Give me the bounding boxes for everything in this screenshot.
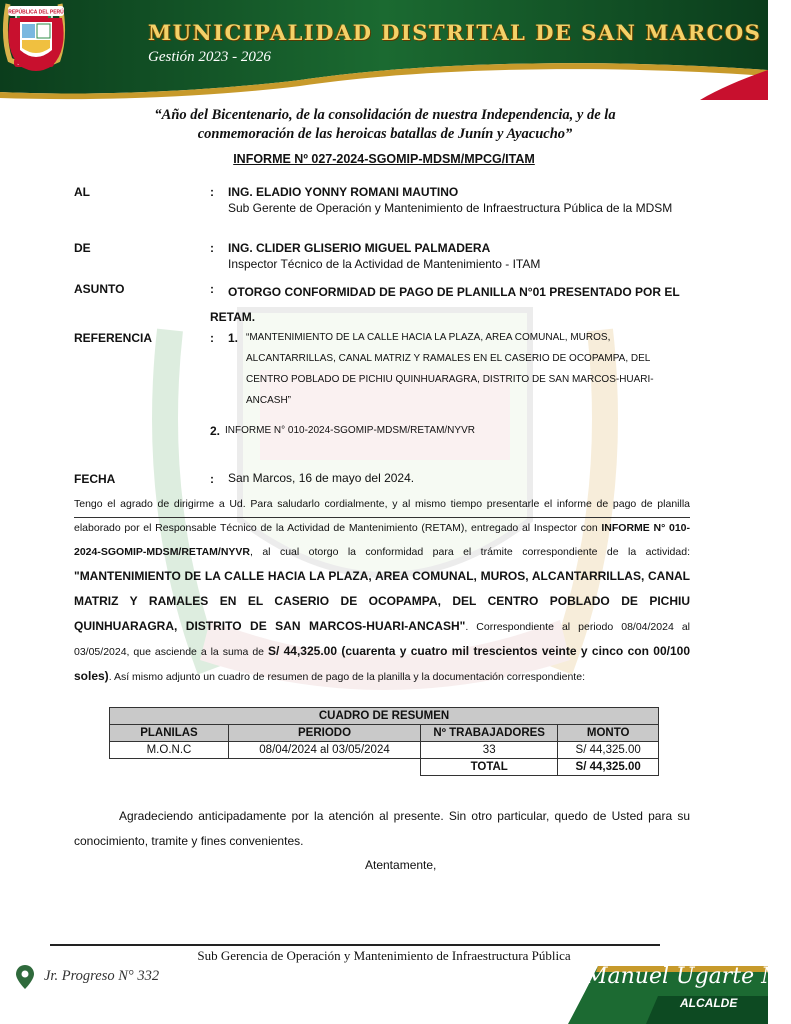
body-amount-bold: S/ 44,325.00 (cuarenta y cuatro mil trescientos veinte y cinco con 00/100 soles) xyxy=(74,644,690,683)
closing-paragraph: Agradeciendo anticipadamente por la atención al presente. Sin otro particular, quedo de Usted para su conocimiento, tramite y fines convenientes. xyxy=(74,809,690,848)
header-background xyxy=(0,0,768,100)
report-number: INFORME Nº 027-2024-SGOMIP-MDSM/MPCG/ITAM xyxy=(233,152,535,166)
table-cell: 08/04/2024 al 03/05/2024 xyxy=(228,742,420,759)
asunto-text: OTORGO CONFORMIDAD DE PAGO DE PLANILLA N°01 PRESENTADO POR EL RETAM. xyxy=(210,285,680,324)
al-recipient xyxy=(228,184,688,216)
table-header-cell: PLANILAS xyxy=(110,725,229,742)
body-text-3: . Correspondiente al periodo 08/04/2024 al 03/05/2024, que asciende a la suma de xyxy=(74,621,690,658)
al-name: ING. ELADIO YONNY ROMANI MAUTINO xyxy=(228,185,459,199)
table-cell: 33 xyxy=(421,742,558,759)
table-cell: S/ 44,325.00 xyxy=(558,742,659,759)
body-text-1: Tengo el agrado de dirigirme a Ud. Para saludarlo cordialmente, y al mismo tiempo presentarle el informe de pago de planilla elaborado por el Responsable Técnico de la Actividad de Mantenimiento (RETAM), entregado al Inspector con xyxy=(74,498,690,534)
peru-coat-of-arms-icon xyxy=(0,0,72,78)
fecha-colon: : xyxy=(210,472,214,486)
table-empty-cell xyxy=(228,759,420,776)
table-empty-cell xyxy=(110,759,229,776)
summary-table xyxy=(109,707,659,776)
farewell: Atentamente, xyxy=(365,858,437,872)
asunto-colon: : xyxy=(210,282,214,296)
table-row xyxy=(110,742,659,759)
table-title: CUADRO DE RESUMEN xyxy=(110,708,659,725)
referencia-label: REFERENCIA xyxy=(74,331,153,345)
referencia-item1-number: 1. xyxy=(228,331,239,345)
mayor-role: ALCALDE xyxy=(680,996,738,1010)
body-paragraph xyxy=(74,492,690,689)
de-colon: : xyxy=(210,241,214,255)
al-label: AL xyxy=(74,185,90,199)
footer-department: Sub Gerencia de Operación y Mantenimiento de Infraestructura Pública xyxy=(197,948,571,963)
total-label: TOTAL xyxy=(421,759,558,776)
de-role: Inspector Técnico de la Actividad de Mantenimiento - ITAM xyxy=(228,257,541,271)
al-role: Sub Gerente de Operación y Mantenimiento de Infraestructura Pública de la MDSM xyxy=(228,201,673,215)
body-text-2: , al cual otorgo la conformidad para el trámite correspondiente de la actividad: xyxy=(250,546,690,558)
mayor-signature: Manuel Ugarte M. xyxy=(585,964,791,989)
svg-text:REPÚBLICA DEL PERÚ: REPÚBLICA DEL PERÚ xyxy=(8,9,64,16)
footer-line xyxy=(50,944,660,946)
total-value: S/ 44,325.00 xyxy=(558,759,659,776)
al-colon: : xyxy=(210,185,214,199)
header-banner xyxy=(0,0,768,100)
referencia-colon: : xyxy=(210,331,214,345)
year-quote: “Año del Bicentenario, de la consolidación de nuestra Independencia, y de la conmemoración de las heroicas batallas de Junín y Ayacucho” xyxy=(154,107,616,142)
body-reference-bold: INFORME N° 010-2024-SGOMIP-MDSM/RETAM/NYVR xyxy=(74,522,690,558)
de-name: ING. CLIDER GLISERIO MIGUEL PALMADERA xyxy=(228,241,491,255)
referencia-item1: “MANTENIMIENTO DE LA CALLE HACIA LA PLAZA, AREA COMUNAL, MUROS, ALCANTARRILLAS, CANAL MATRIZ Y RAMALES EN EL CASERIO DE OCOPAMPA, DEL CENTRO POBLADO DE PICHIU QUINHUARAGRA, DISTRITO DE SAN MARCOS-HUARI-ANCASH” xyxy=(246,332,654,406)
de-label: DE xyxy=(74,241,91,255)
footer-address: Jr. Progreso N° 332 xyxy=(44,968,160,984)
table-header-cell: Nº TRABAJADORES xyxy=(421,725,558,742)
table-cell: M.O.N.C xyxy=(110,742,229,759)
table-header-cell: MONTO xyxy=(558,725,659,742)
asunto-label: ASUNTO xyxy=(74,282,125,296)
table-total-row xyxy=(110,759,659,776)
referencia-item2: INFORME N° 010-2024-SGOMIP-MDSM/RETAM/NYVR xyxy=(225,425,475,436)
fecha-label: FECHA xyxy=(74,472,116,486)
de-sender xyxy=(228,240,688,272)
fecha-text: San Marcos, 16 de mayo del 2024. xyxy=(228,471,415,485)
municipality-title: MUNICIPALIDAD DISTRITAL DE SAN MARCOS xyxy=(148,20,762,45)
term-subtitle: Gestión 2023 - 2026 xyxy=(148,49,271,65)
body-activity-bold: "MANTENIMIENTO DE LA CALLE HACIA LA PLAZA, AREA COMUNAL, MUROS, ALCANTARRILLAS, CANAL MATRIZ Y RAMALES EN EL CASERIO DE OCOPAMPA, DEL CENTRO POBLADO DE PICHIU QUINHUARAGRA, DISTRITO DE SAN MARCOS-HUARI-ANCASH" xyxy=(74,569,690,633)
body-text-4: . Así mismo adjunto un cuadro de resumen de pago de la planilla y la documentación correspondiente: xyxy=(108,671,585,683)
location-pin-icon xyxy=(14,964,36,990)
referencia-item2-number: 2. xyxy=(210,424,221,438)
table-header-cell: PERIODO xyxy=(228,725,420,742)
table-header-row xyxy=(110,725,659,742)
